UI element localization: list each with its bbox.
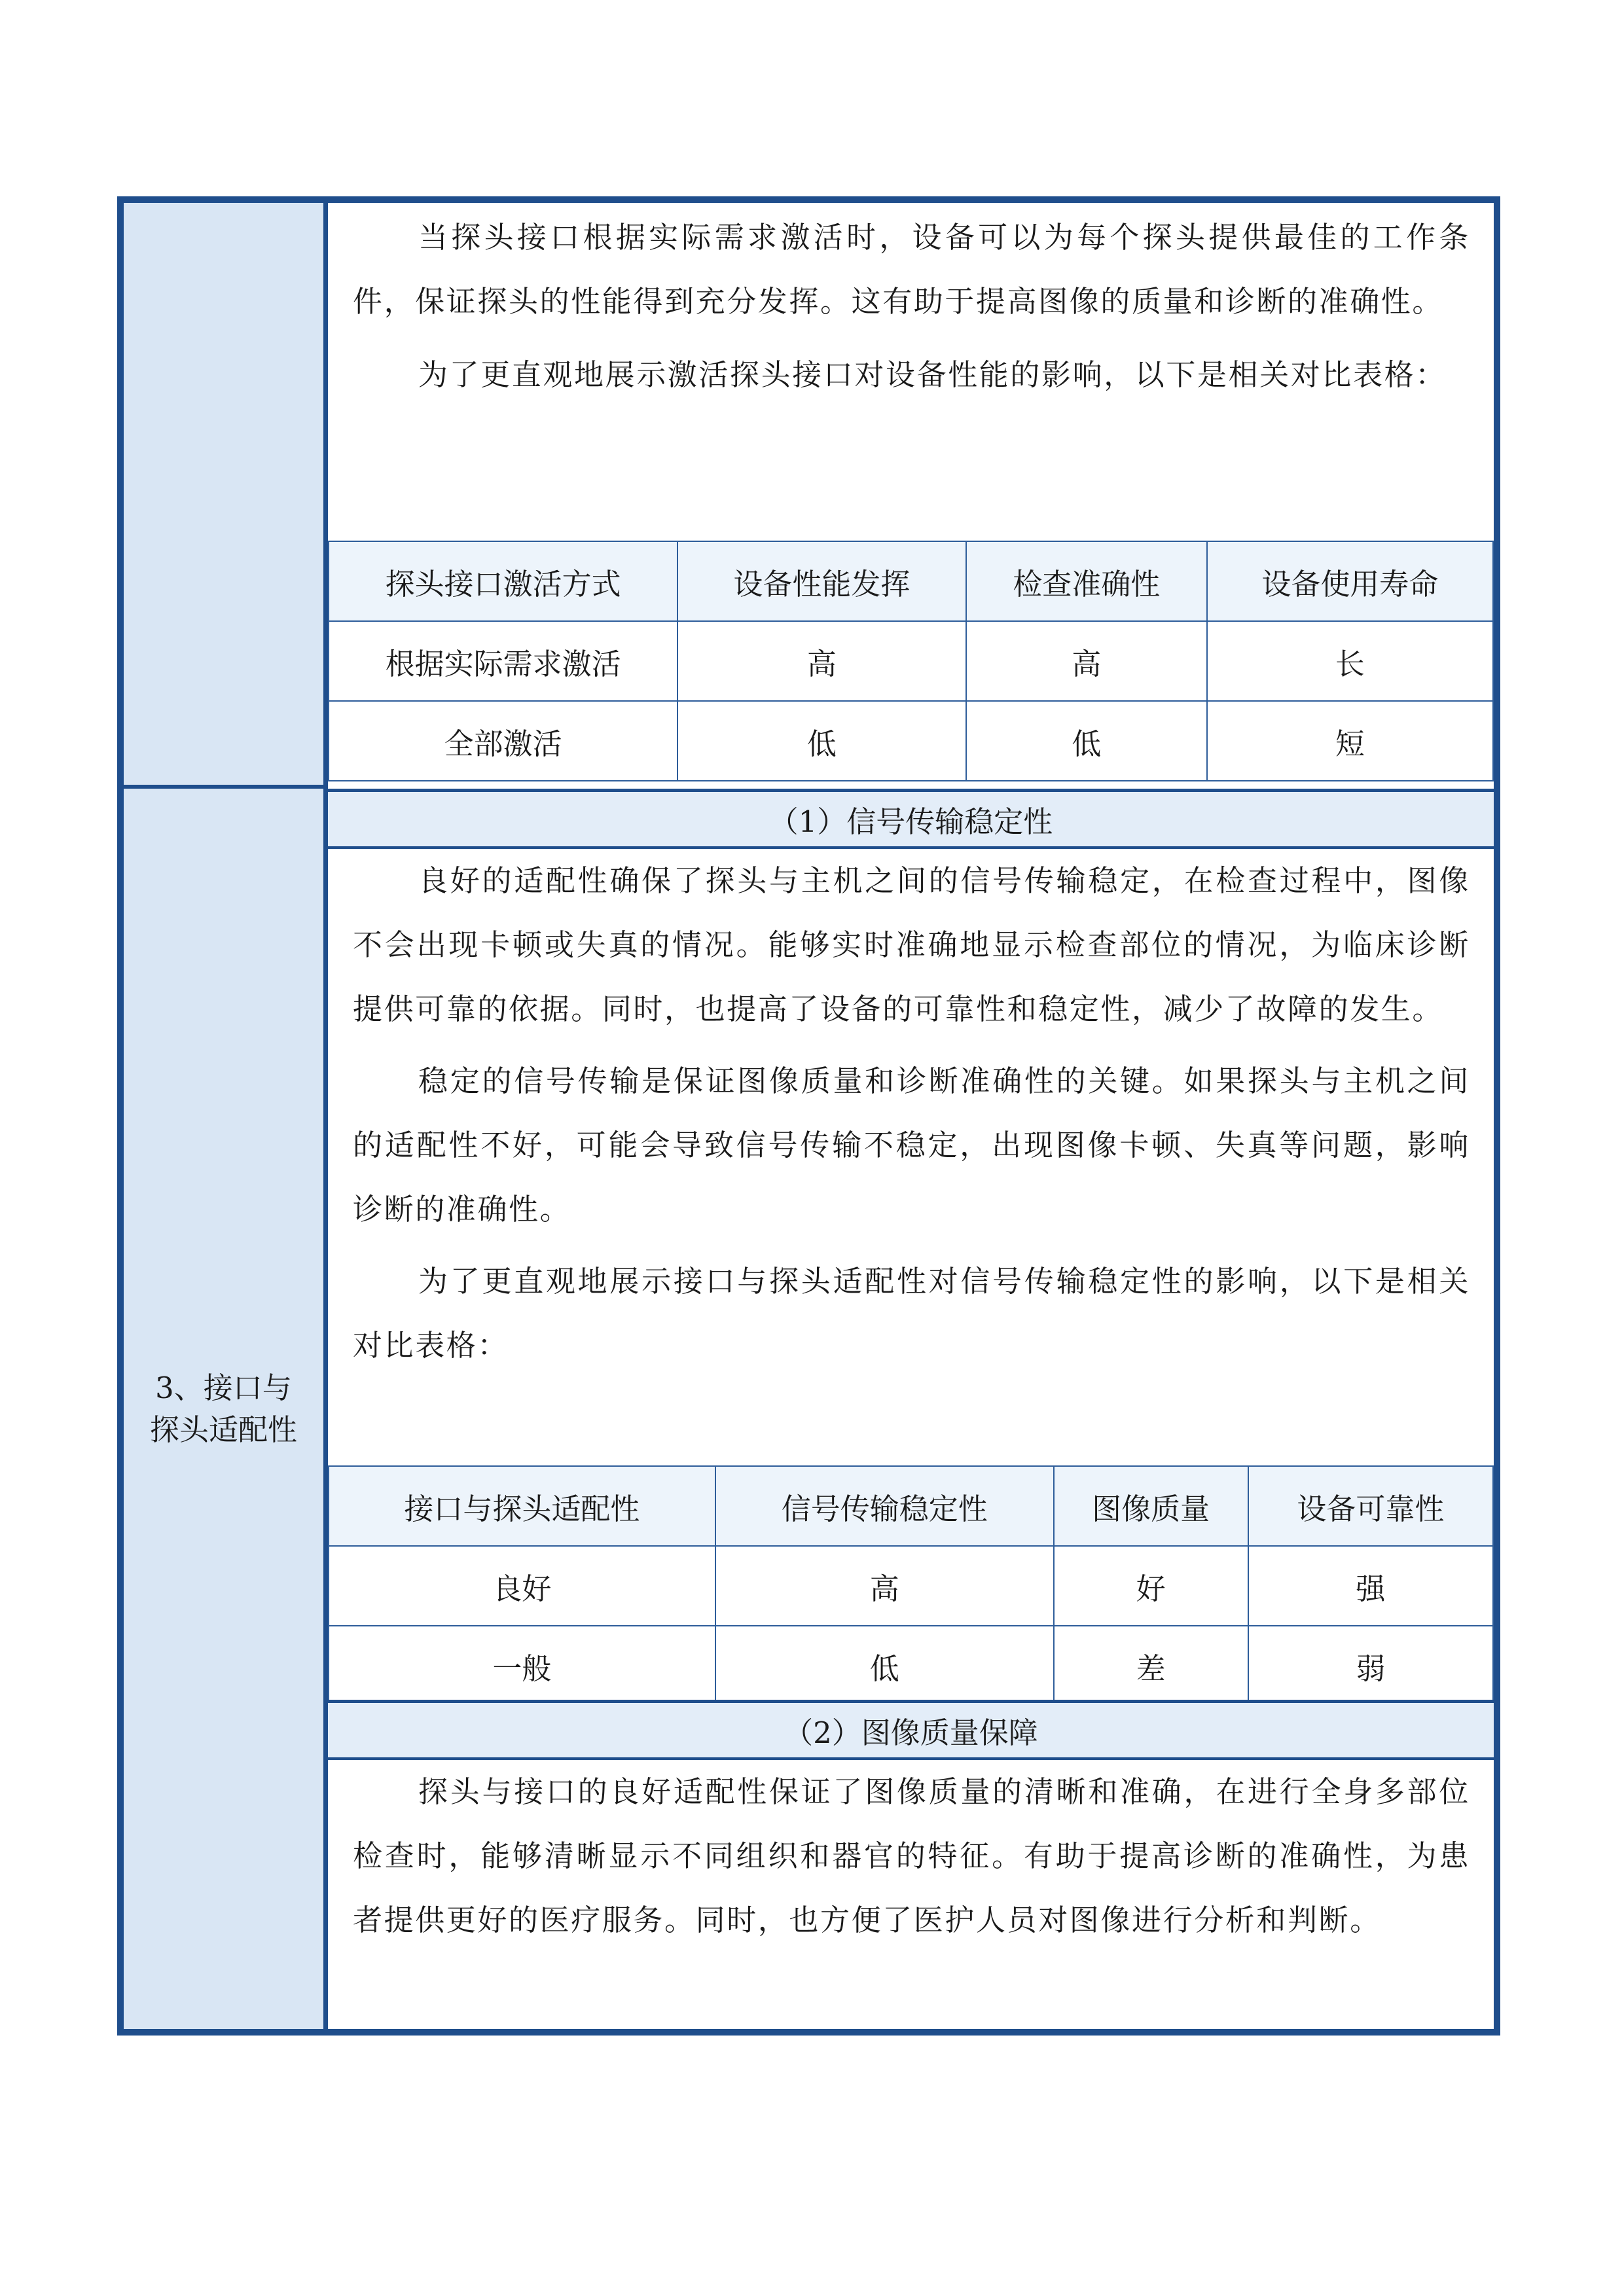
table-cell: 一般 xyxy=(329,1626,715,1706)
comparison-table-activation xyxy=(328,541,1494,781)
document-table xyxy=(117,196,1500,2036)
paragraph: 为了更直观地展示接口与探头适配性对信号传输稳定性的影响，以下是相关对比表格： xyxy=(353,1264,1470,1363)
table-header-row xyxy=(329,1466,1493,1546)
table-cell: 低 xyxy=(966,701,1207,781)
paragraph: 良好的适配性确保了探头与主机之间的信号传输稳定，在检查过程中，图像不会出现卡顿或失真的情况。能够实时准确地显示检查部位的情况，为临床诊断提供可靠的依据。同时，也提高了设备的可靠性和稳定性，减少了故障的发生。 xyxy=(353,863,1470,1026)
intro-block xyxy=(328,203,1494,541)
table-cell: 良好 xyxy=(329,1546,715,1626)
comparison-table-compatibility xyxy=(328,1465,1494,1706)
table-cell: 高 xyxy=(677,621,965,701)
table-header-cell: 图像质量 xyxy=(1054,1466,1248,1546)
table-header-cell: 接口与探头适配性 xyxy=(329,1466,715,1546)
table-row xyxy=(329,701,1493,781)
subsection-title-image-quality: （2）图像质量保障 xyxy=(328,1700,1494,1760)
table-header-cell: 设备性能发挥 xyxy=(677,541,965,621)
subsection-title-signal: （1）信号传输稳定性 xyxy=(328,789,1494,849)
table-cell: 高 xyxy=(966,621,1207,701)
content-column xyxy=(328,203,1494,2029)
signal-stability-block xyxy=(328,849,1494,1378)
table-header-cell: 探头接口激活方式 xyxy=(329,541,677,621)
table-header-cell: 信号传输稳定性 xyxy=(715,1466,1054,1546)
paragraph: 为了更直观地展示激活探头接口对设备性能的影响，以下是相关对比表格： xyxy=(418,357,1447,392)
table-header-cell: 设备使用寿命 xyxy=(1207,541,1493,621)
paragraph: 当探头接口根据实际需求激活时，设备可以为每个探头提供最佳的工作条件，保证探头的性能得到充分发挥。这有助于提高图像的质量和诊断的准确性。 xyxy=(353,220,1470,319)
paragraph: 探头与接口的良好适配性保证了图像质量的清晰和准确，在进行全身多部位检查时，能够清晰显示不同组织和器官的特征。有助于提高诊断的准确性，为患者提供更好的医疗服务。同时，也方便了医护人员对图像进行分析和判断。 xyxy=(353,1774,1470,1937)
table-cell: 差 xyxy=(1054,1626,1248,1706)
table-cell: 强 xyxy=(1248,1546,1493,1626)
table-row xyxy=(329,621,1493,701)
table-header-cell: 设备可靠性 xyxy=(1248,1466,1493,1546)
table-header-row xyxy=(329,541,1493,621)
table-cell: 短 xyxy=(1207,701,1493,781)
table-row xyxy=(329,1626,1493,1706)
table-cell: 好 xyxy=(1054,1546,1248,1626)
paragraph: 稳定的信号传输是保证图像质量和诊断准确性的关键。如果探头与主机之间的适配性不好，可能会导致信号传输不稳定，出现图像卡顿、失真等问题，影响诊断的准确性。 xyxy=(353,1064,1470,1227)
label-column xyxy=(124,203,328,2029)
table-cell: 全部激活 xyxy=(329,701,677,781)
label-cell-continued xyxy=(124,203,323,789)
table-cell: 长 xyxy=(1207,621,1493,701)
image-quality-block xyxy=(328,1760,1494,1952)
table-header-cell: 检查准确性 xyxy=(966,541,1207,621)
table-cell: 低 xyxy=(715,1626,1054,1706)
table-cell: 高 xyxy=(715,1546,1054,1626)
table-cell: 低 xyxy=(677,701,965,781)
table-row xyxy=(329,1546,1493,1626)
section-label: 3、接口与探头适配性 xyxy=(149,1370,297,1447)
table-cell: 弱 xyxy=(1248,1626,1493,1706)
table-cell: 根据实际需求激活 xyxy=(329,621,677,701)
label-cell-section xyxy=(124,789,323,2029)
